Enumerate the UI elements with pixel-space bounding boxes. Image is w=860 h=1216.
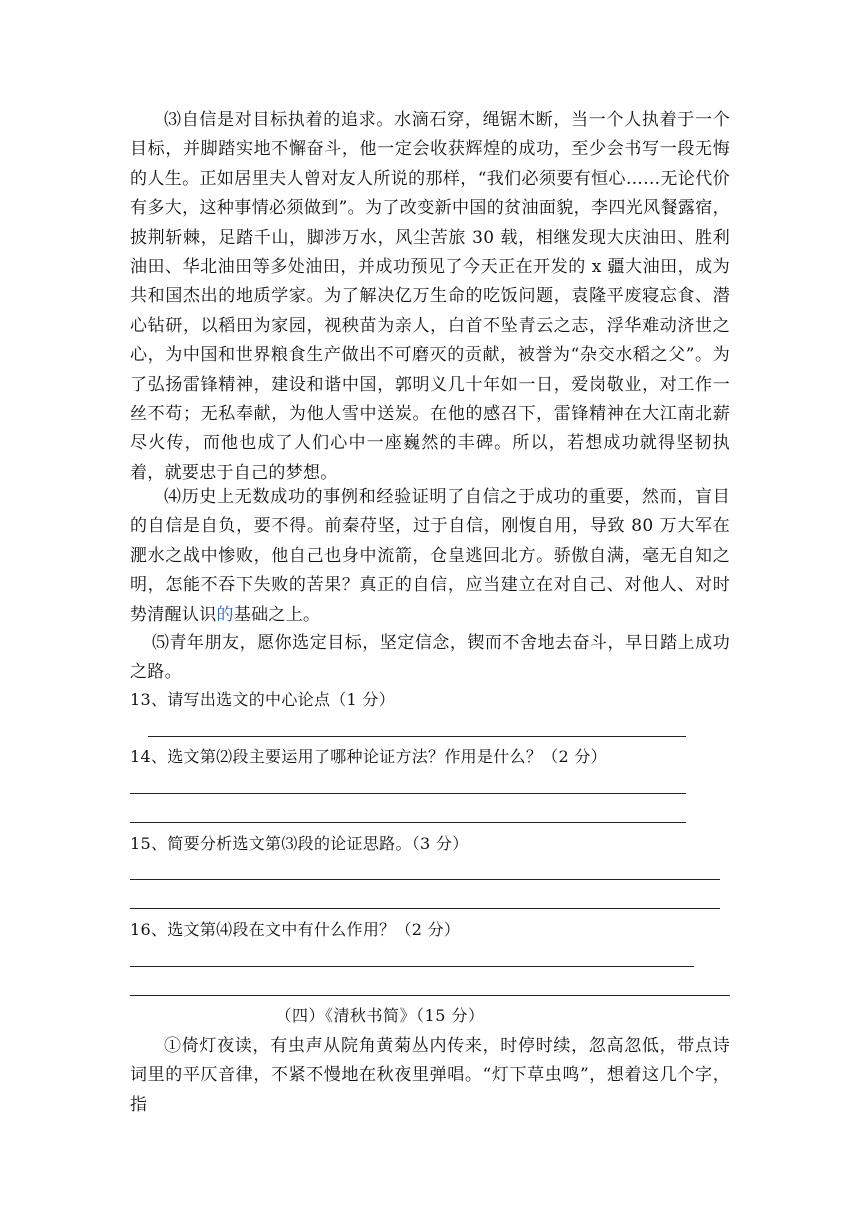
- question-15: 15、简要分析选文第⑶段的论证思路。（3 分）: [130, 834, 469, 853]
- answer-line-14a[interactable]: [130, 793, 686, 794]
- paragraph-4-end: 基础之上。: [233, 604, 321, 625]
- paragraph-3: ⑶自信是对目标执着的追求。水滴石穿，绳锯木断，当一个人执着于一个目标，并脚踏实地不懈奋斗，他一定会收获辉煌的成功，至少会书写一段无悔的人生。正如居里夫人曾对友人所说的那样，“我们必须要有恒心……无论代价有多大，这种事情必须做到”。为了改变新中国的贫油面貌，李四光风餐露宿，披荆斩棘，足踏千山，脚涉万水，风尘苦旅 30 载，相继发现大庆油田、胜利油田、华北油田等多处油田，并成功预见了今天正在开发的 x 疆大油田，成为共和国杰出的地质学家。为了解决亿万生命的吃饭问题，袁隆平废寝忘食、潜 心钻研，以稻田为家园，视秧苗为亲人，白首不坠青云之志，浮华难动济世之心，为中国和世界粮食生产做出不可磨灭的贡献，被誉为“杂交水稻之父”。为了弘扬雷锋精神，建设和谐中国，郭明义几十年如一日，爱岗敬业，对工作一丝不苟；无私奉献，为他人雪中送炭。在他的感召下，雷锋精神在大江南北薪尽火传，而他也成了人们心中一座巍然的丰碑。所以，若想成功就得坚韧执着，就要忠于自己的梦想。: [130, 110, 730, 483]
- answer-line-16a[interactable]: [130, 966, 694, 967]
- answer-line-16b[interactable]: [130, 995, 730, 996]
- question-14: 14、选文第⑵段主要运用了哪种论证方法？作用是什么？（2 分）: [130, 747, 607, 766]
- answer-line-13[interactable]: [148, 736, 686, 737]
- answer-line-15a[interactable]: [130, 879, 720, 880]
- paragraph-5: ⑸青年朋友，愿你选定目标，坚定信念，锲而不舍地去奋斗，早日踏上成功之路。: [130, 633, 730, 683]
- question-13: 13、请写出选文的中心论点（1 分）: [130, 690, 396, 709]
- question-16: 16、选文第⑷段在文中有什么作用？（2 分）: [130, 920, 461, 939]
- paragraph-4: [130, 483, 730, 630]
- answer-line-15b[interactable]: [130, 908, 720, 909]
- paragraph-4-text: ⑷历史上无数成功的事例和经验证明了自信之于成功的重要，然而，盲目的自信是自负，要不得。前秦苻坚，过于自信，刚愎自用，导致 80 万大军在淝水之战中惨败，他自己也身中流箭，仓皇逃回北方。骄傲自满，毫无自知之明，怎能不吞下失败的苦果？真正的自信，应当建立在对自己、对他人、对时势清醒认识: [130, 487, 730, 625]
- paragraph-4-highlight: 的: [216, 604, 234, 625]
- section-paragraph-1: ①倚灯夜读，有虫声从院角黄菊丛内传来，时停时续，忽高忽低，带点诗词里的平仄音律，不紧不慢地在秋夜里弹唱。“灯下草虫鸣”，想着这几个字，指: [130, 1036, 730, 1115]
- answer-line-14b[interactable]: [130, 822, 686, 823]
- section-title: （四）《清秋书简》（15 分）: [275, 1006, 485, 1025]
